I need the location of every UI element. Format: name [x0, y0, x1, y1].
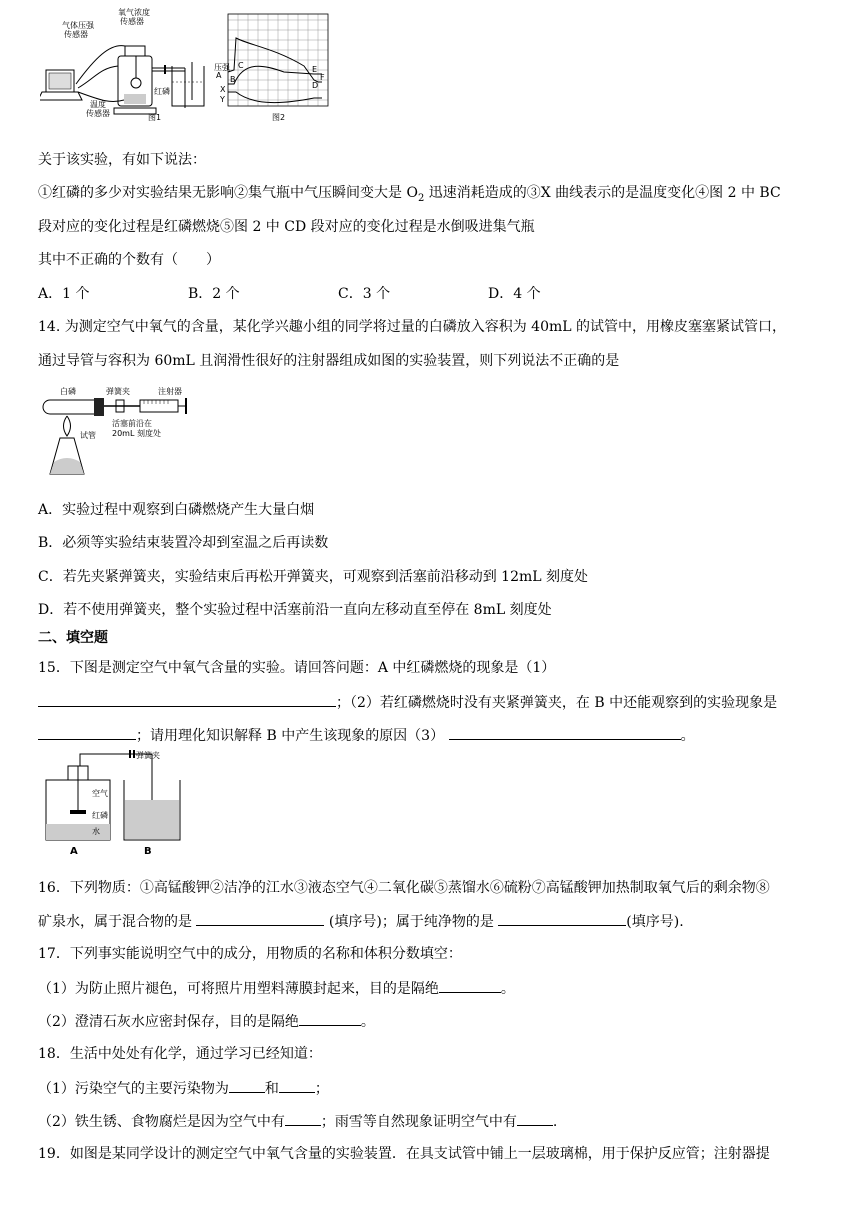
graph-pressure-label: 压强 [214, 63, 230, 72]
piston-label-1: 活塞前沿在 [112, 419, 152, 428]
syringe-label: 注射器 [158, 387, 182, 396]
spring-clip-label: 弹簧夹 [106, 387, 130, 396]
q13-option-d[interactable]: D．4 个 [488, 286, 541, 302]
q13-intro: 关于该实验，有如下说法： [38, 152, 206, 168]
q14-option-a[interactable]: A．实验过程中观察到白磷燃烧产生大量白烟 [38, 502, 315, 518]
q15-air-label: 空气 [92, 789, 108, 798]
red-phosphorus-label: 红磷 [154, 87, 170, 96]
q17-blank-2[interactable] [299, 1011, 361, 1026]
pressure-sensor-label: 气体压强 [62, 21, 94, 30]
q13-option-c[interactable]: C．3 个 [338, 286, 391, 302]
q16-line1: 16．下列物质：①高锰酸钾②洁净的江水③液态空气④二氧化碳⑤蒸馏水⑥硫粉⑦高锰酸钾加热制取氧气后的剩余物⑧ [38, 880, 770, 896]
white-phosphorus-label: 白磷 [60, 387, 76, 396]
q15-blank-3[interactable] [449, 725, 681, 740]
q13-beaker [168, 62, 210, 112]
q15-line2: ；（2）若红磷燃烧时没有夹紧弹簧夹，在 B 中还能观察到的实验现象是 [38, 692, 777, 713]
temp-sensor-label: 温度 [90, 100, 106, 109]
q15-label-a: A [70, 846, 78, 857]
graph-curve-x: X [220, 85, 226, 94]
graph-point-c: C [238, 61, 244, 70]
q15-clip-label: 弹簧夹 [136, 751, 160, 760]
q17-line3: （2）澄清石灰水应密封保存，目的是隔绝 。 [38, 1011, 375, 1032]
q18-line1: 18．生活中处处有化学，通过学习已经知道： [38, 1046, 322, 1062]
o2-sensor-label: 氧气浓度 [118, 8, 150, 17]
q17-blank-1[interactable] [439, 978, 501, 993]
q14-option-b[interactable]: B．必须等实验结束装置冷却到室温之后再读数 [38, 535, 329, 551]
q18-blank-3[interactable] [285, 1111, 321, 1126]
q15-line3: ；请用理化知识解释 B 中产生该现象的原因（3） 。 [38, 725, 695, 746]
q18-line3: （2）铁生锈、食物腐烂是因为空气中有 ；雨雪等自然现象证明空气中有 . [38, 1111, 557, 1132]
q16-blank-2[interactable] [498, 911, 626, 926]
test-tube-label: 试管 [80, 431, 96, 440]
q16-line2: 矿泉水，属于混合物的是 (填序号)；属于纯净物的是 (填序号). [38, 911, 684, 932]
graph-point-e: E [312, 65, 318, 74]
q15-blank-2[interactable] [38, 725, 136, 740]
q19-line1: 19．如图是某同学设计的测定空气中氧气含量的实验装置．在具支试管中铺上一层玻璃棉，用于保护反应管；注射器提 [38, 1146, 770, 1162]
graph-point-d: D [312, 81, 319, 90]
q14-stem-line2: 通过导管与容积为 60mL 且润滑性很好的注射器组成如图的实验装置，则下列说法不正确的是 [38, 353, 620, 369]
q18-blank-2[interactable] [279, 1078, 315, 1093]
q13-statements-line1: ①红磷的多少对实验结果无影响②集气瓶中气压瞬间变大是 $O_2$ 迅速消耗造成的③X 曲线表示的是温度变化④图 2 中 BC [38, 185, 781, 204]
q15-water-label: 水 [92, 827, 100, 836]
q14-apparatus-figure [40, 382, 190, 484]
q13-option-a[interactable]: A．1 个 [38, 286, 90, 302]
q13-question: 其中不正确的个数有（ ） [38, 252, 220, 268]
q17-line2: （1）为防止照片褪色，可将照片用塑料薄膜封起来，目的是隔绝 。 [38, 978, 515, 999]
figure-2-caption: 图2 [272, 113, 286, 122]
graph-point-b: B [230, 75, 236, 84]
q13-statements-line2: 段对应的变化过程是红磷燃烧⑤图 2 中 CD 段对应的变化过程是水倒吸进集气瓶 [38, 219, 535, 235]
section-2-heading: 二、填空题 [38, 630, 108, 646]
q18-line2: （1）污染空气的主要污染物为 和 ； [38, 1078, 329, 1099]
q14-option-d[interactable]: D．若不使用弹簧夹，整个实验过程中活塞前沿一直向左移动直至停在 8mL 刻度处 [38, 602, 552, 618]
q15-phosphorus-label: 红磷 [92, 811, 108, 820]
q15-apparatus-figure [40, 750, 190, 860]
q15-label-b: B [144, 846, 152, 857]
temp-sensor-label-2: 传感器 [86, 109, 110, 118]
graph-curve-y: Y [220, 95, 225, 104]
graph-point-f: F [320, 73, 325, 82]
q15-line1: 15．下图是测定空气中氧气含量的实验。请回答问题：A 中红磷燃烧的现象是（1） [38, 660, 556, 676]
o2-sensor-label-2: 传感器 [120, 17, 144, 26]
pressure-sensor-label-2: 传感器 [64, 30, 88, 39]
graph-point-a: A [216, 71, 222, 80]
q16-blank-1[interactable] [196, 911, 324, 926]
piston-label-2: 20mL 刻度处 [112, 429, 161, 438]
q18-blank-1[interactable] [229, 1078, 265, 1093]
q14-stem-line1: 14. 为测定空气中氧气的含量，某化学兴趣小组的同学将过量的白磷放入容积为 40mL 的试管中，用橡皮塞塞紧试管口， [38, 319, 786, 335]
q15-blank-1[interactable] [38, 692, 336, 707]
q17-line1: 17．下列事实能说明空气中的成分，用物质的名称和体积分数填空： [38, 946, 462, 962]
q14-option-c[interactable]: C．若先夹紧弹簧夹，实验结束后再松开弹簧夹，可观察到活塞前沿移动到 12mL 刻度处 [38, 569, 588, 585]
q13-graph-figure [214, 10, 342, 122]
figure-1-caption: 图1 [148, 113, 162, 122]
q18-blank-4[interactable] [517, 1111, 553, 1126]
q13-option-b[interactable]: B．2 个 [188, 286, 240, 302]
